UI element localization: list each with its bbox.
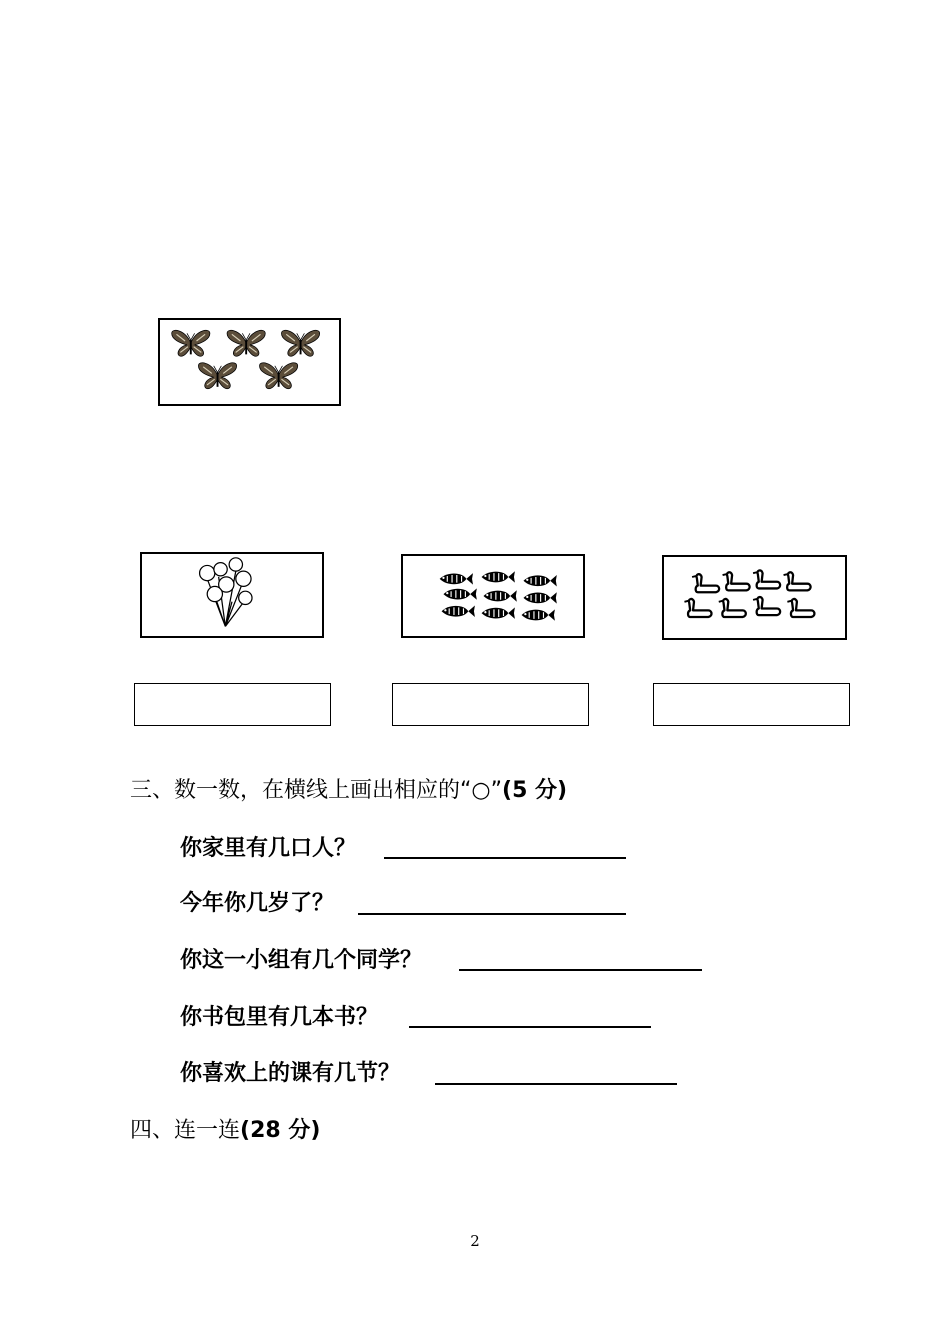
question-age: 今年你几岁了？ [180,891,335,916]
section-3-score: (5 分) [502,778,568,803]
section-3-title: 数一数，在横线上画出相应的“○” [174,778,503,803]
answer-line-age[interactable] [358,913,626,915]
question-family-members: 你家里有几口人？ [180,836,357,861]
section-4-score: (28 分) [240,1118,321,1143]
fish-icon [403,556,583,636]
answer-box-ducks[interactable] [653,683,850,726]
section-3-heading [130,776,567,806]
answer-line-family-members[interactable] [384,857,626,859]
section-4-title: 连一连 [174,1118,241,1143]
answer-line-group-classmates[interactable] [459,969,702,971]
question-group-classmates: 你这一小组有几个同学？ [180,948,423,973]
duck-icon [664,557,845,638]
section-4-heading [130,1116,320,1146]
question-books-in-bag: 你书包里有几本书？ [180,1005,379,1030]
question-favorite-classes: 你喜欢上的课有几节？ [180,1061,401,1086]
answer-box-balloons[interactable] [134,683,331,726]
answer-line-books-in-bag[interactable] [409,1026,651,1028]
section-3-number: 三、 [130,778,175,803]
balloon-icon [142,554,322,636]
section-4-number: 四、 [130,1118,175,1143]
page-number: 2 [470,1232,480,1250]
butterfly-icon [160,320,339,404]
duck-picture-box [662,555,847,640]
balloon-picture-box [140,552,324,638]
answer-box-fish[interactable] [392,683,589,726]
answer-line-favorite-classes[interactable] [435,1083,677,1085]
butterfly-picture-box [158,318,341,406]
fish-picture-box [401,554,585,638]
